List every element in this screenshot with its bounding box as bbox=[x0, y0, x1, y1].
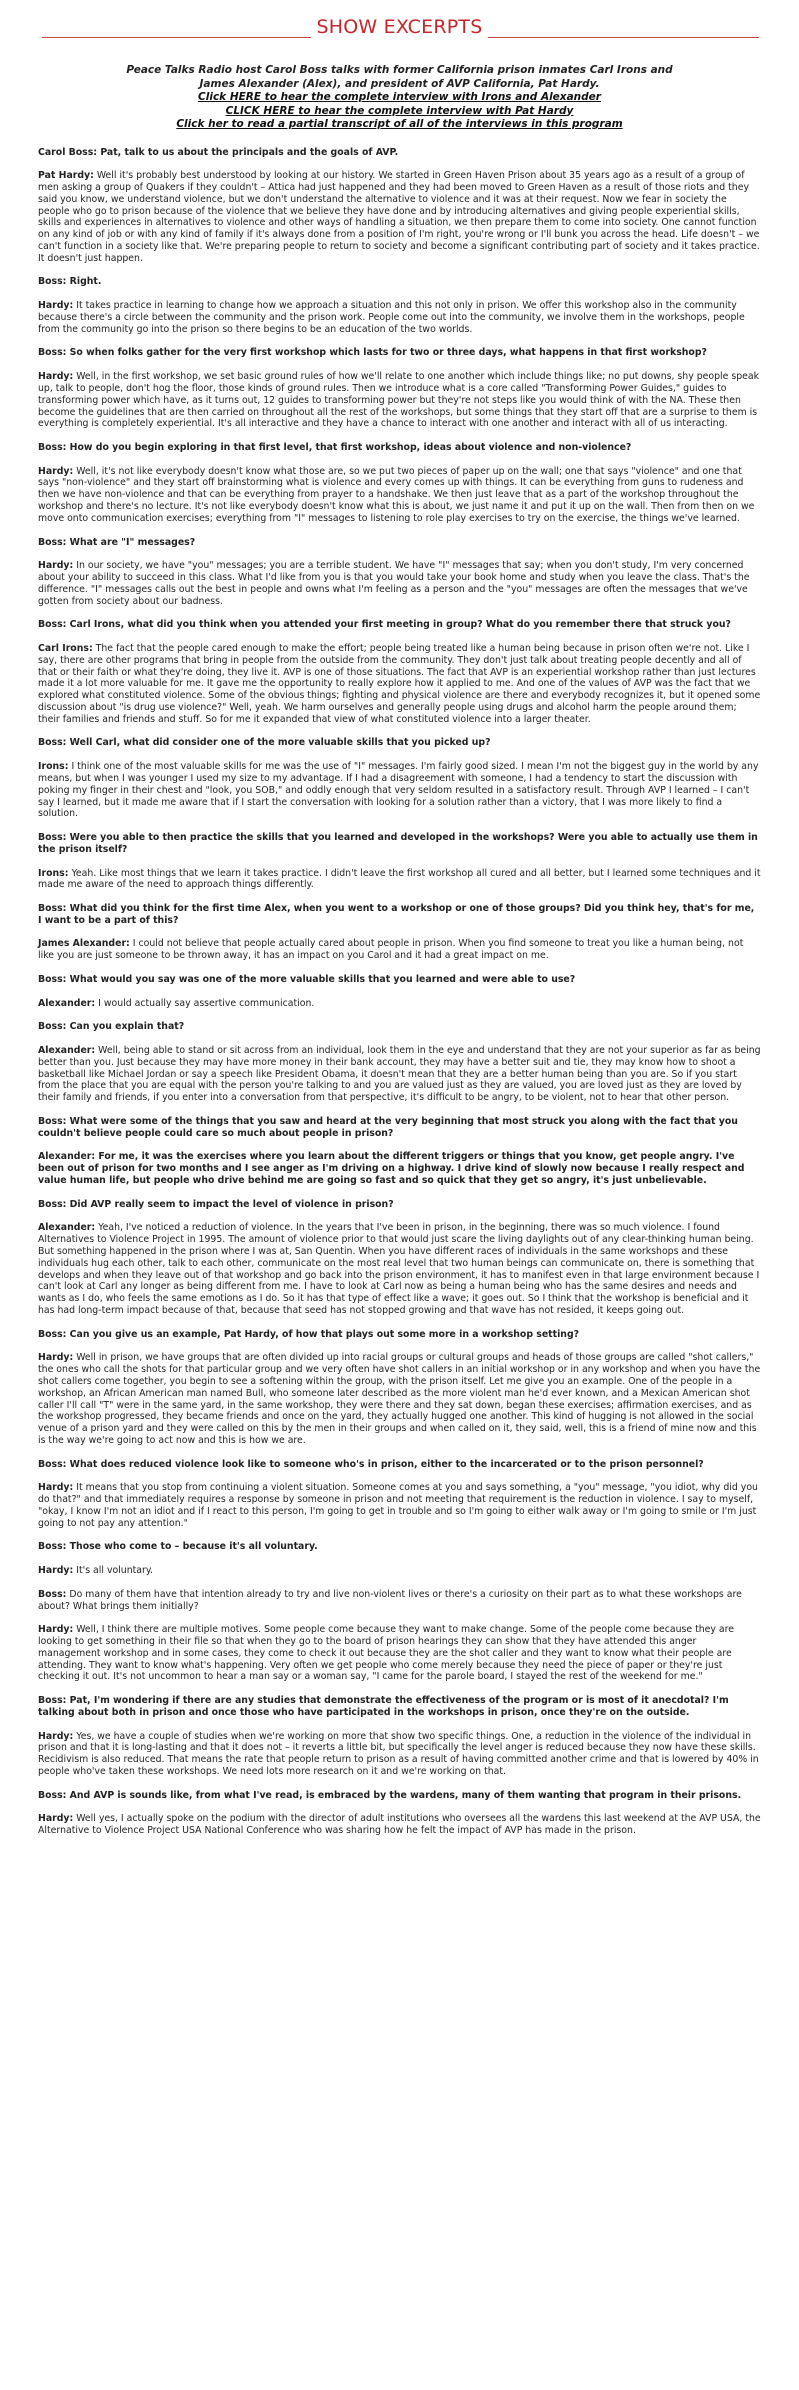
answer-paragraph bbox=[38, 466, 761, 525]
answer-paragraph bbox=[38, 868, 761, 892]
speech-text: Can you explain that? bbox=[69, 1021, 185, 1033]
speaker-name: Hardy: bbox=[38, 371, 74, 383]
speaker-name: Boss: bbox=[38, 1541, 67, 1553]
speech-text: What are "I" messages? bbox=[69, 536, 196, 548]
speaker-name: Hardy: bbox=[38, 1813, 74, 1825]
speaker-name: Irons: bbox=[38, 867, 69, 879]
intro-description: Peace Talks Radio host Carol Boss talks with former California prison inmates Carl Irons and James Alexander (Alex), and president of AVP California, Pat Hardy. bbox=[126, 64, 673, 90]
question-paragraph bbox=[38, 1116, 761, 1140]
answer-paragraph bbox=[38, 1482, 761, 1529]
speech-text: Well in prison, we have groups that are often divided up into racial groups or cultural groups and heads of those groups are called "shot callers," the ones who call the shots for that particular group and we very often have shot callers in an initial workshop or in any workshop and when you have the shot callers come together, you begin to see a softening within the group, with the prison itself. Let me give you an example. One of the people in a workshop, an African American man named Bull, who someone later described as the more violent man he'd ever known, and a Mexican American shot caller I'll call "T" were in the same yard, in the same workshop, they were there and they sat down, began these exercises; affirmation exercises, and as the workshop progressed, they became friends and once on the yard, they actually hugged one another. This kind of hugging is not allowed in the social venue of a prison yard and they were called on this by the men in their groups and when called on it, they said, well, this is a friend of mine now and this is the way we're going to act now and this is how we are. bbox=[38, 1352, 761, 1446]
speaker-name: Irons: bbox=[38, 761, 69, 773]
question-paragraph bbox=[38, 147, 761, 159]
speech-text: It's all voluntary. bbox=[76, 1565, 154, 1577]
speech-text: What does reduced violence look like to someone who's in prison, either to the incarcerated or to the prison personnel? bbox=[69, 1458, 704, 1470]
question-paragraph bbox=[38, 347, 761, 359]
speaker-name: Hardy: bbox=[38, 560, 74, 572]
intro-block bbox=[108, 64, 691, 132]
speaker-name: Boss: bbox=[38, 1588, 67, 1600]
speech-text: Yeah. Like most things that we learn it takes practice. I didn't leave the first workshop all cured and all better, but I learned some techniques and it made me aware of the need to approach things differently. bbox=[38, 867, 761, 891]
speech-text: Carl Irons, what did you think when you attended your first meeting in group? What do you remember there that struck you? bbox=[69, 619, 731, 631]
speaker-name: Boss: bbox=[38, 441, 67, 453]
question-paragraph bbox=[38, 276, 761, 288]
speaker-name: Boss: bbox=[38, 347, 67, 359]
speaker-name: Carl Irons: bbox=[38, 643, 93, 654]
answer-paragraph bbox=[38, 560, 761, 607]
speech-text: Were you able to then practice the skills that you learned and developed in the workshops? Were you able to actually use them in the prison itself? bbox=[38, 832, 758, 855]
speaker-name: Alexander: bbox=[38, 1222, 96, 1234]
speech-text: I would actually say assertive communication. bbox=[98, 997, 315, 1009]
speech-text: For me, it was the exercises where you learn about the different triggers or things that you know, get people angry. I've been out of prison for two months and I see anger as I'm driving on a highway. I drive kind of slowly now because I really respect and value human life, but people who drive behind me are going so fast and so quick that they get so angry, it's just unbelievable. bbox=[38, 1151, 745, 1186]
speaker-name: Boss: bbox=[38, 832, 67, 844]
page-title-text: SHOW EXCERPTS bbox=[311, 16, 489, 38]
speech-text: Well Carl, what did consider one of the more valuable skills that you picked up? bbox=[69, 737, 491, 749]
speaker-name: Boss: bbox=[38, 973, 67, 985]
question-paragraph bbox=[38, 903, 761, 927]
question-paragraph bbox=[38, 737, 761, 749]
speaker-name: Alexander: bbox=[38, 1151, 96, 1163]
speaker-name: Boss: bbox=[38, 1198, 67, 1210]
speech-text: The fact that the people cared enough to make the effort; people being treated like a human being because in prison often we're not. Like I say, there are other programs that bring in people from the outside from the community. They don't just talk about treating people decently and all of that or their faith or what they're doing, they live it. AVP is one of those situations. The fact that AVP is an experiential workshop rather than just lectures made it a lot more valuable for me. It gave me the opportunity to really explore how it applied to me. And one of the values of AVP was the fact that we explored what constituted violence. Some of the obvious things; fighting and physical violence are there and everybody recognizes it, but it opened some discussion about "is drug use violence?" Well, yeah. We harm ourselves and generally people using drugs and alcohol harm the people around them; their families and friends and stuff. So for me it expanded that view of what constituted violence into a larger theater. bbox=[38, 643, 761, 725]
speech-text: In our society, we have "you" messages; you are a terrible student. We have "I" messages that say; when you don't study, I'm very concerned about your ability to succeed in this class. What I'd like from you is that you would take your book home and study when you leave the class. That's the difference. "I" messages calls out the best in people and owns what I'm feeling as a person and the "you" messages are often the messages that we've gotten from society about our badness. bbox=[38, 560, 750, 607]
speech-text: Right. bbox=[69, 276, 102, 288]
answer-paragraph bbox=[38, 1589, 761, 1613]
speaker-name: Alexander: bbox=[38, 1045, 96, 1057]
speaker-name: Hardy: bbox=[38, 1565, 74, 1577]
speaker-name: Hardy: bbox=[38, 1482, 74, 1494]
speech-text: So when folks gather for the very first workshop which lasts for two or three days, what happens in that first workshop? bbox=[69, 347, 707, 359]
answer-paragraph bbox=[38, 300, 761, 335]
question-paragraph bbox=[38, 1790, 761, 1802]
speaker-name: Boss: bbox=[38, 619, 67, 631]
question-paragraph bbox=[38, 619, 761, 631]
speech-text: Well, it's not like everybody doesn't know what those are, so we put two pieces of paper up on the wall; one that says "violence" and one that says "non-violence" and they start off brainstorming what is violence and every comes up with things. It can be everything from guns to rudeness and then we have non-violence and that can be everything from prayer to a handshake. We then just leave that as a part of the workshop throughout the workshop and there's no lecture. It's not like everybody doesn't know what this is about, we just name it and put it up on the wall. Then from then on we move onto communication exercises; everything from "I" messages to listening to role play exercises to try on the exercise, the things we've learned. bbox=[38, 465, 755, 524]
answer-paragraph bbox=[38, 1565, 761, 1577]
speaker-name: Carol Boss: bbox=[38, 146, 98, 158]
speech-text: What would you say was one of the more valuable skills that you learned and were able to use? bbox=[69, 973, 576, 985]
speaker-name: Boss: bbox=[38, 1115, 67, 1127]
question-paragraph bbox=[38, 1151, 761, 1186]
speech-text: I could not believe that people actually cared about people in prison. When you find someone to treat you like a human being, not like you are just someone to be thrown away, it has an impact on you Carol and it had a great impact on me. bbox=[38, 938, 744, 962]
question-paragraph bbox=[38, 832, 761, 856]
speech-text: Yes, we have a couple of studies when we're working on more that show two specific things. One, a reduction in the violence of the individual in prison and that it is long-lasting and that it does not – it reverts a little bit, but specifically the level anger is reduced because they now have these skills. Recidivism is also reduced. That means the rate that people return to prison as a result of having committed another crime and that is lowered by 40% in people who've taken these workshops. We need lots more research on it and we're working on that. bbox=[38, 1730, 759, 1777]
speech-text: And AVP is sounds like, from what I've read, is embraced by the wardens, many of them wanting that program in their prisons. bbox=[69, 1789, 742, 1801]
answer-paragraph bbox=[38, 371, 761, 430]
speaker-name: Hardy: bbox=[38, 465, 74, 477]
answer-paragraph bbox=[38, 643, 761, 726]
answer-paragraph bbox=[38, 1222, 761, 1316]
title-area bbox=[38, 4, 761, 44]
speech-text: Do many of them have that intention already to try and live non-violent lives or there's a curiosity on their part as to what these workshops are about? What brings them initially? bbox=[38, 1588, 742, 1612]
answer-paragraph bbox=[38, 998, 761, 1010]
speech-text: Pat, I'm wondering if there are any studies that demonstrate the effectiveness of the program or is most of it anecdotal? I'm talking about both in prison and once those who have participated in the workshops in prison, once they're on the outside. bbox=[38, 1695, 729, 1718]
transcript bbox=[38, 147, 761, 1837]
answer-paragraph bbox=[38, 1045, 761, 1104]
speech-text: Well, I think there are multiple motives. Some people come because they want to make change. Some of the people come because they are looking to get something in their file so that when they go to the board of prison hearings they can show that they have attended this anger management workshop and in some cases, they come to check it out because they are the shot caller and they want to know what their people are attending. They want to know what's happening. Very often we get people who come merely because they need the piece of paper or they're just checking it out. It's not uncommon to hear a man say or a woman say, "I came for the parole board, I stayed the rest of the weekend for me." bbox=[38, 1624, 735, 1683]
speech-text: Yeah, I've noticed a reduction of violence. In the years that I've been in prison, in the beginning, there was so much violence. I found Alternatives to Violence Project in 1995. The amount of violence prior to that would just scare the living daylights out of any clear-thinking human being. But something happened in the prison where I was at, San Quentin. When you have different races of individuals in the same workshops and these individuals hug each other, talk to each other, communicate on the most real level that two human beings can communicate on, there is something that develops and when they leave out of that workshop and go back into the prison environment, it has to manifest even in that large environment because I can't look at Carl any longer as being different from me. I have to look at Carl now as being a human being who has the same desires and needs and wants as I do, who feels the same emotions as I do. So it has that type of effect like a wave; it goes out. So I think that the workshop is beneficial and it has had long-term impact because of that, because that seed has not stopped growing and that wave has not resided, it keeps going out. bbox=[38, 1222, 760, 1316]
link-irons-alexander-interview[interactable]: Click HERE to hear the complete interview with Irons and Alexander bbox=[198, 91, 601, 103]
question-paragraph bbox=[38, 1021, 761, 1033]
speaker-name: Boss: bbox=[38, 737, 67, 749]
speaker-name: Hardy: bbox=[38, 1624, 74, 1636]
link-partial-transcript[interactable]: Click her to read a partial transcript of all of the interviews in this program bbox=[176, 118, 623, 130]
speech-text: How do you begin exploring in that first level, that first workshop, ideas about violence and non-violence? bbox=[69, 441, 632, 453]
speaker-name: Boss: bbox=[38, 1021, 67, 1033]
question-paragraph bbox=[38, 537, 761, 549]
answer-paragraph bbox=[38, 761, 761, 820]
speaker-name: Hardy: bbox=[38, 300, 74, 312]
question-paragraph bbox=[38, 1329, 761, 1341]
speech-text: Well yes, I actually spoke on the podium with the director of adult institutions who oversees all the wardens this last weekend at the AVP USA, the Alternative to Violence Project USA National Conference who was sharing how he felt the impact of AVP has made in the prison. bbox=[38, 1813, 761, 1837]
page-title bbox=[38, 16, 761, 38]
answer-paragraph bbox=[38, 1731, 761, 1778]
question-paragraph bbox=[38, 1199, 761, 1211]
speech-text: It means that you stop from continuing a violent situation. Someone comes at you and says something, a "you" message, "you idiot, why did you do that?" and that immediately requires a response by someone in prison and not meeting that requirement is the reduction in violence. I say to myself, "okay, I know I'm not an idiot and if I react to this person, I'm going to get in trouble and so I'm going to either walk away or I'm going to smile or I'm just going to not pay any attention." bbox=[38, 1482, 758, 1529]
speech-text: Pat, talk to us about the principals and the goals of AVP. bbox=[100, 146, 399, 158]
speech-text: What did you think for the first time Alex, when you went to a workshop or one of those groups? Did you think hey, that's for me, I want to be a part of this? bbox=[38, 903, 755, 926]
speaker-name: Alexander: bbox=[38, 997, 96, 1009]
speech-text: Well it's probably best understood by looking at our history. We started in Green Haven Prison about 35 years ago as a result of a group of men asking a group of Quakers if they couldn't – Attica had just happened and they had been moved to Green Haven as a result of those riots and they said you know, we understand violence, but we don't understand the alternative to violence and it was at their request. Now we fear in society the people who go to prison because of the violence that we believe they have done and by introducing alternatives and giving people experiential skills, skills and experiences in alternatives to violence and other ways of handling a situation, we then prepare them to come into society. One cannot function on any kind of job or with any kind of family if it's always done from a position of I'm right, you're wrong or I'll bunk you across the head. Life doesn't – we can't function in a society like that. We're preparing people to return to society and become a significant contributing part of society and it takes practice. It doesn't just happen. bbox=[38, 170, 760, 264]
speech-text: I think one of the most valuable skills for me was the use of "I" messages. I'm fairly good sized. I mean I'm not the biggest guy in the world by any means, but when I was younger I used my size to my advantage. If I had a disagreement with someone, I had a tendency to start the discussion with poking my finger in their chest and "look, you SOB," and oddly enough that very seldom resulted in a satisfactory result. Through AVP I learned – I can't say I learned, but it made me aware that if I start the conversation with looking for a solution rather than a victory, that I was more likely to find a solution. bbox=[38, 761, 759, 820]
speech-text: Well, being able to stand or sit across from an individual, look them in the eye and understand that they are not your superior as far as being better than you. Just because they may have more money in their bank account, they may have a better suit and tie, they may know how to shoot a basketball like Michael Jordan or say a speech like President Obama, it doesn't mean that they are a better human being than you are. So if you start from the place that you are equal with the person you're talking to and you are valued just as they are valued, you are loved just as they are loved by their family and friends, if you enter into a conversation from that perspective, it's difficult to be angry, to be violent, not to hear that other person. bbox=[38, 1045, 761, 1104]
link-pat-hardy-interview[interactable]: CLICK HERE to hear the complete interview with Pat Hardy bbox=[225, 104, 574, 117]
speech-text: It takes practice in learning to change how we approach a situation and this not only in prison. We offer this workshop also in the community because there's a circle between the community and the prison work. People come out into the community, we involve them in the workshops, people from the community go into the prison so there begins to be an education of the two worlds. bbox=[38, 300, 745, 335]
speech-text: Well, in the first workshop, we set basic ground rules of how we'll relate to one another which include things like; no put downs, shy people speak up, talk to people, don't hog the floor, those kinds of ground rules. Then we introduce what is a core called "Transforming Power Guides," guides to transforming power which have, as it turns out, 12 guides to transforming power but they're not steps like you would think of with the NA. These then become the guidelines that are then carried on throughout all the rest of the workshops, but some things that they start off that are a surprise to them is everything is completely experiential. It's all interactive and they have a chance to interact with one another and interact with all of us interacting. bbox=[38, 371, 760, 430]
speech-text: What were some of the things that you saw and heard at the very beginning that most struck you along with the fact that you couldn't believe people could care so much about people in prison? bbox=[38, 1115, 738, 1139]
speaker-name: Boss: bbox=[38, 1695, 67, 1707]
speaker-name: Boss: bbox=[38, 1789, 67, 1801]
speech-text: Did AVP really seem to impact the level of violence in prison? bbox=[69, 1198, 394, 1210]
speaker-name: Boss: bbox=[38, 1328, 67, 1340]
question-paragraph bbox=[38, 1695, 761, 1719]
speaker-name: James Alexander: bbox=[38, 938, 130, 950]
speech-text: Those who come to – because it's all voluntary. bbox=[69, 1541, 318, 1553]
question-paragraph bbox=[38, 442, 761, 454]
speaker-name: Boss: bbox=[38, 276, 67, 288]
question-paragraph bbox=[38, 974, 761, 986]
answer-paragraph bbox=[38, 1624, 761, 1683]
answer-paragraph bbox=[38, 170, 761, 264]
speaker-name: Hardy: bbox=[38, 1730, 74, 1742]
speaker-name: Pat Hardy: bbox=[38, 170, 94, 182]
answer-paragraph bbox=[38, 1352, 761, 1446]
speaker-name: Boss: bbox=[38, 903, 67, 914]
answer-paragraph bbox=[38, 938, 761, 962]
speech-text: Can you give us an example, Pat Hardy, of how that plays out some more in a workshop setting? bbox=[69, 1328, 580, 1340]
speaker-name: Boss: bbox=[38, 1458, 67, 1470]
question-paragraph bbox=[38, 1459, 761, 1471]
answer-paragraph bbox=[38, 1813, 761, 1837]
speaker-name: Boss: bbox=[38, 536, 67, 548]
speaker-name: Hardy: bbox=[38, 1352, 74, 1364]
question-paragraph bbox=[38, 1541, 761, 1553]
